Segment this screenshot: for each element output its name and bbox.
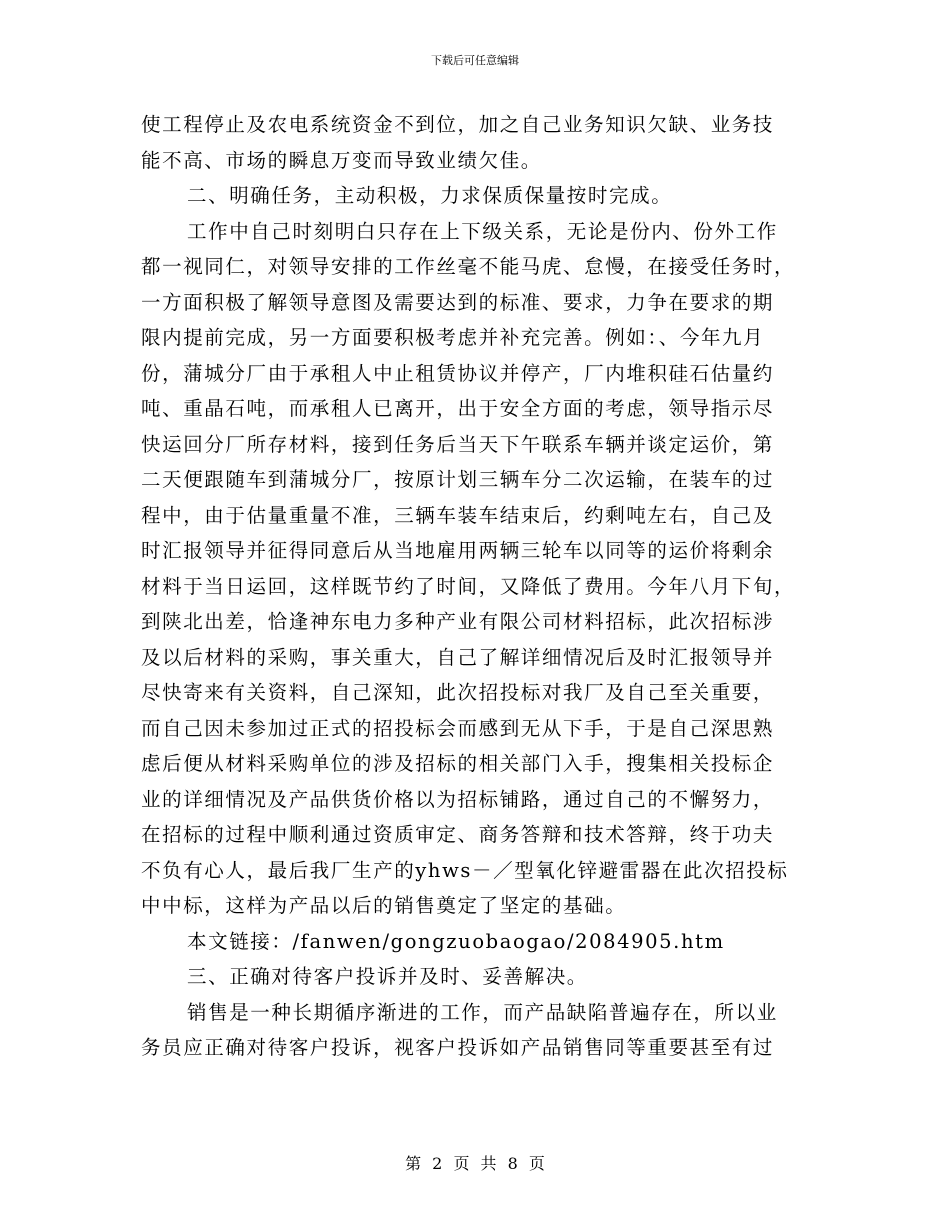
text-line: 不负有心人，最后我厂生产的yhws－／型氧化锌避雷器在此次招投标 (141, 858, 789, 882)
text-line: 都一视同仁，对领导安排的工作丝毫不能马虎、怠慢，在接受任务时， (141, 255, 796, 278)
text-line: 能不高、市场的瞬息万变而导致业绩欠佳。 (141, 148, 542, 172)
page-header: 下载后可任意编辑 (431, 54, 519, 67)
text-line: 程中，由于估量重量不准，三辆车装车结束后，约剩吨左右，自己及 (141, 503, 775, 527)
text-line: 在招标的过程中顺利通过资质审定、商务答辩和技术答辩，终于功夫 (141, 823, 775, 846)
text-line: 二、明确任务，主动积极，力求保质保量按时完成。 (187, 184, 673, 207)
text-line: 材料于当日运回，这样既节约了时间，又降低了费用。今年八月下旬， (141, 574, 796, 598)
text-line: 吨、重晶石吨，而承租人已离开，出于安全方面的考虑，领导指示尽 (141, 397, 775, 420)
text-line: 务员应正确对待客户投诉，视客户投诉如产品销售同等重要甚至有过 (141, 1036, 775, 1059)
text-line: 业的详细情况及产品供货价格以为招标铺路，通过自己的不懈努力， (141, 787, 775, 811)
text-line: 三、正确对待客户投诉并及时、妥善解决。 (187, 965, 588, 988)
text-line: 快运回分厂所存材料，接到任务后当天下午联系车辆并谈定运价，第 (141, 432, 775, 456)
text-line: 中中标，这样为产品以后的销售奠定了坚定的基础。 (141, 894, 627, 917)
text-line: 一方面积极了解领导意图及需要达到的标准、要求，力争在要求的期 (141, 290, 775, 314)
text-line: 尽快寄来有关资料，自己深知，此次招投标对我厂及自己至关重要， (141, 681, 775, 704)
text-line: 限内提前完成，另一方面要积极考虑并补充完善。例如：、今年九月 (141, 326, 765, 349)
text-line: 工作中自己时刻明白只存在上下级关系，无论是份内、份外工作 (187, 219, 778, 243)
text-line: 使工程停止及农电系统资金不到位，加之自己业务知识欠缺、业务技 (141, 113, 775, 136)
page-footer: 第 2 页 共 8 页 (405, 1154, 545, 1173)
text-line: 到陕北出差，恰逢神东电力多种产业有限公司材料招标，此次招标涉 (141, 610, 775, 633)
text-line: 本文链接：/fanwen/gongzuobaogao/2084905.htm (187, 929, 725, 953)
text-line: 及以后材料的采购，事关重大，自己了解详细情况后及时汇报领导并 (141, 645, 775, 669)
text-line: 虑后便从材料采购单位的涉及招标的相关部门入手，搜集相关投标企 (141, 752, 775, 775)
text-line: 销售是一种长期循序渐进的工作，而产品缺陷普遍存在，所以业 (187, 1000, 778, 1024)
text-line: 二天便跟随车到蒲城分厂，按原计划三辆车分二次运输，在装车的过 (141, 468, 775, 491)
text-line: 而自己因未参加过正式的招投标会而感到无从下手，于是自己深思熟 (141, 716, 775, 740)
text-line: 时汇报领导并征得同意后从当地雇用两辆三轮车以同等的运价将剩余 (141, 539, 775, 562)
text-line: 份，蒲城分厂由于承租人中止租赁协议并停产，厂内堆积硅石估量约 (141, 361, 775, 385)
document-body (141, 107, 813, 1066)
